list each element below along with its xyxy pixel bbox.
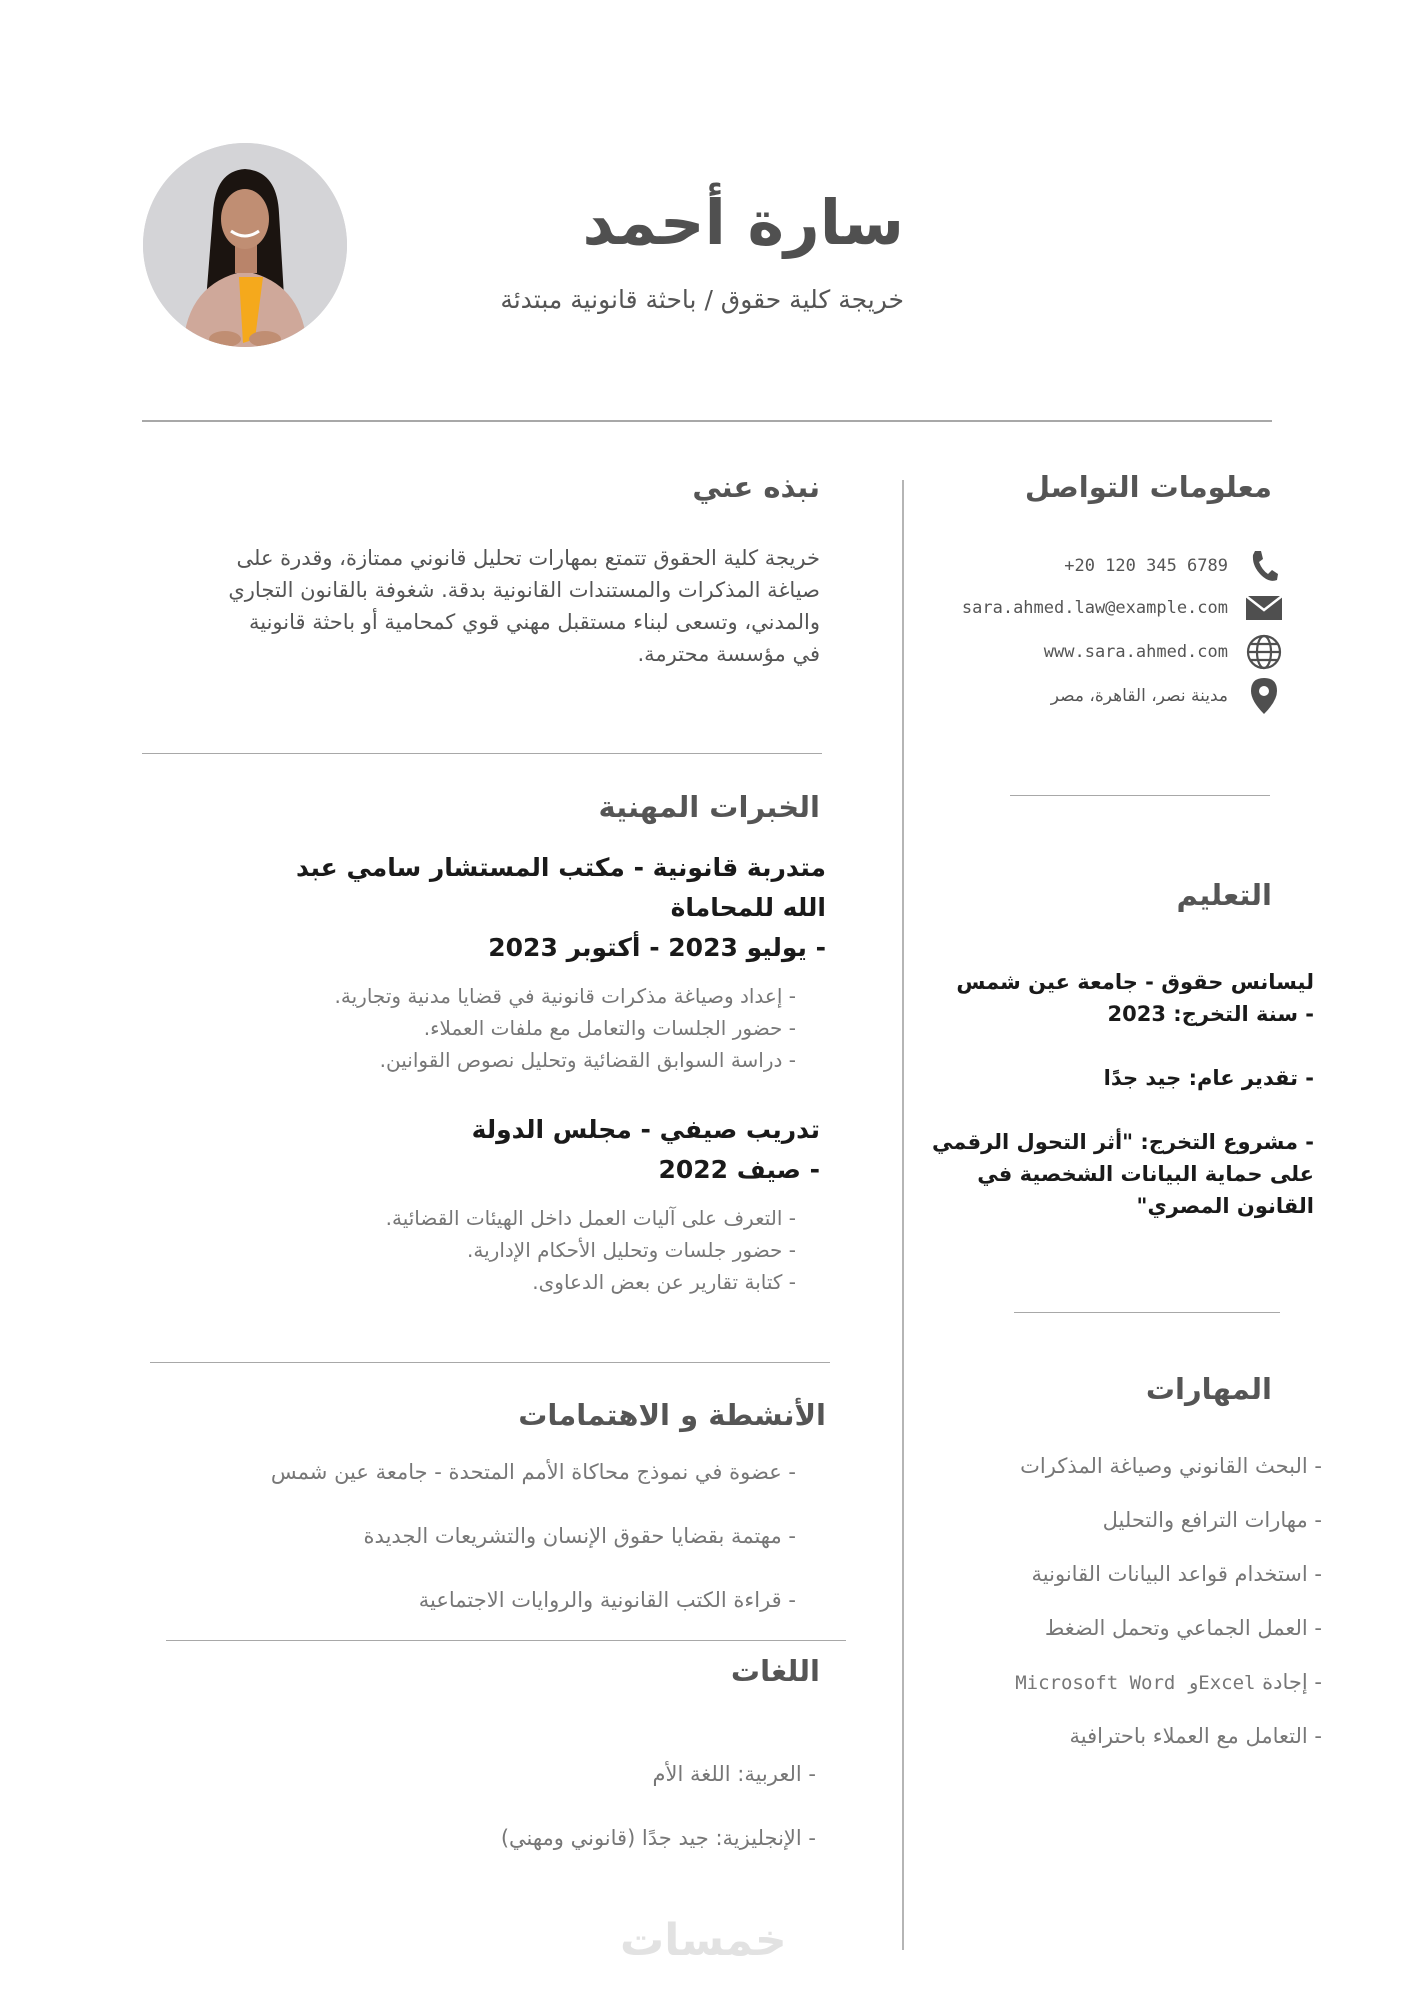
about-line: في مؤسسة محترمة. <box>637 642 820 666</box>
languages-list <box>256 1762 816 1890</box>
about-line: صياغة المذكرات والمستندات القانونية بدقة. شغوفة بالقانون التجاري <box>228 578 820 602</box>
about-line: والمدني، وتسعى لبناء مستقبل مهني قوي كمحامية أو باحثة قانونية <box>248 610 820 634</box>
job-duties <box>260 1202 796 1298</box>
contact-phone <box>834 546 1284 586</box>
job-period: - صيف 2022 <box>658 1155 820 1184</box>
contact-email <box>834 588 1284 628</box>
contact-section-title: معلومات التواصل <box>1024 470 1272 504</box>
list-item: - العمل الجماعي وتحمل الضغط <box>842 1616 1322 1670</box>
experience-divider <box>150 1362 830 1363</box>
education-project-line-2: على حماية البيانات الشخصية في <box>977 1162 1314 1186</box>
list-item: - حضور جلسات وتحليل الأحكام الإدارية. <box>260 1234 796 1266</box>
list-item: - إعداد وصياغة مذكرات قانونية في قضايا مدنية وتجارية. <box>266 980 796 1012</box>
globe-icon <box>1244 632 1284 672</box>
list-item: - عضوة في نموذج محاكاة الأمم المتحدة - جامعة عين شمس <box>156 1460 796 1524</box>
education-section-title: التعليم <box>1176 878 1272 912</box>
contact-website <box>834 632 1284 672</box>
job-title-line: تدريب صيفي - مجلس الدولة <box>471 1115 820 1144</box>
about-section-title: نبذه عني <box>692 470 820 504</box>
job-title-line: متدربة قانونية - مكتب المستشار سامي عبد <box>296 853 826 882</box>
education-project-line-1: - مشروع التخرج: "أثر التحول الرقمي <box>932 1130 1314 1154</box>
job-2 <box>260 1110 820 1298</box>
candidate-tagline: خريجة كلية حقوق / باحثة قانونية مبتدئة <box>500 285 904 314</box>
job-period: - يوليو 2023 - أكتوبر 2023 <box>488 933 826 962</box>
list-item: - استخدام قواعد البيانات القانونية <box>842 1562 1322 1616</box>
list-item: - كتابة تقارير عن بعض الدعاوى. <box>260 1266 796 1298</box>
list-item: - قراءة الكتب القانونية والروايات الاجتماعية <box>156 1588 796 1652</box>
job-1 <box>266 848 826 1076</box>
location-pin-icon <box>1244 676 1284 716</box>
office-apps: Microsoft Word وExcel <box>1015 1672 1256 1694</box>
envelope-icon <box>1244 588 1284 628</box>
list-item: - حضور الجلسات والتعامل مع ملفات العملاء. <box>266 1012 796 1044</box>
education-grade: - تقدير عام: جيد جدًا <box>1103 1066 1314 1090</box>
experience-section-title: الخبرات المهنية <box>598 790 820 824</box>
list-item: - دراسة السوابق القضائية وتحليل نصوص القوانين. <box>266 1044 796 1076</box>
email-address[interactable]: sara.ahmed.law@example.com <box>961 598 1228 618</box>
activities-list <box>156 1460 796 1652</box>
list-item: - العربية: اللغة الأم <box>256 1762 816 1826</box>
profile-photo-illustration <box>143 143 347 347</box>
contact-divider <box>1010 795 1270 796</box>
list-item: - التعرف على آليات العمل داخل الهيئات القضائية. <box>260 1202 796 1234</box>
contact-address <box>834 676 1284 716</box>
office-prefix: إجادة <box>1262 1670 1308 1694</box>
about-line: خريجة كلية الحقوق تتمتع بمهارات تحليل قانوني ممتازة، وقدرة على <box>236 546 820 570</box>
education-year: - سنة التخرج: 2023 <box>1107 1002 1314 1026</box>
watermark-logo: خمسات <box>620 1915 787 1966</box>
languages-section-title: اللغات <box>730 1654 820 1688</box>
skills-list <box>842 1454 1322 1778</box>
education-details <box>914 966 1314 1222</box>
about-divider <box>142 753 822 754</box>
list-item: - الإنجليزية: جيد جدًا (قانوني ومهني) <box>256 1826 816 1890</box>
job-title-line: الله للمحاماة <box>670 893 826 922</box>
profile-photo <box>143 143 347 347</box>
list-item: - التعامل مع العملاء باحترافية <box>842 1724 1322 1778</box>
list-item: - مهارات الترافع والتحليل <box>842 1508 1322 1562</box>
list-item: - البحث القانوني وصياغة المذكرات <box>842 1454 1322 1508</box>
website-url[interactable]: www.sara.ahmed.com <box>1043 642 1228 662</box>
education-degree: ليسانس حقوق - جامعة عين شمس <box>956 970 1314 994</box>
activities-divider <box>166 1640 846 1641</box>
education-divider <box>1014 1312 1280 1313</box>
candidate-name: سارة أحمد <box>582 186 904 259</box>
skills-section-title: المهارات <box>1145 1372 1272 1406</box>
phone-icon <box>1244 546 1284 586</box>
about-text <box>140 542 820 670</box>
education-project-line-3: القانون المصري" <box>1136 1194 1314 1218</box>
job-duties <box>266 980 796 1076</box>
header-divider <box>142 420 1272 422</box>
activities-section-title: الأنشطة و الاهتمامات <box>518 1398 826 1432</box>
phone-number[interactable]: +20 120 345 6789 <box>1064 556 1228 576</box>
list-item <box>842 1670 1322 1724</box>
list-item: - مهتمة بقضايا حقوق الإنسان والتشريعات الجديدة <box>156 1524 796 1588</box>
address-text: مدينة نصر، القاهرة، مصر <box>1050 686 1228 706</box>
